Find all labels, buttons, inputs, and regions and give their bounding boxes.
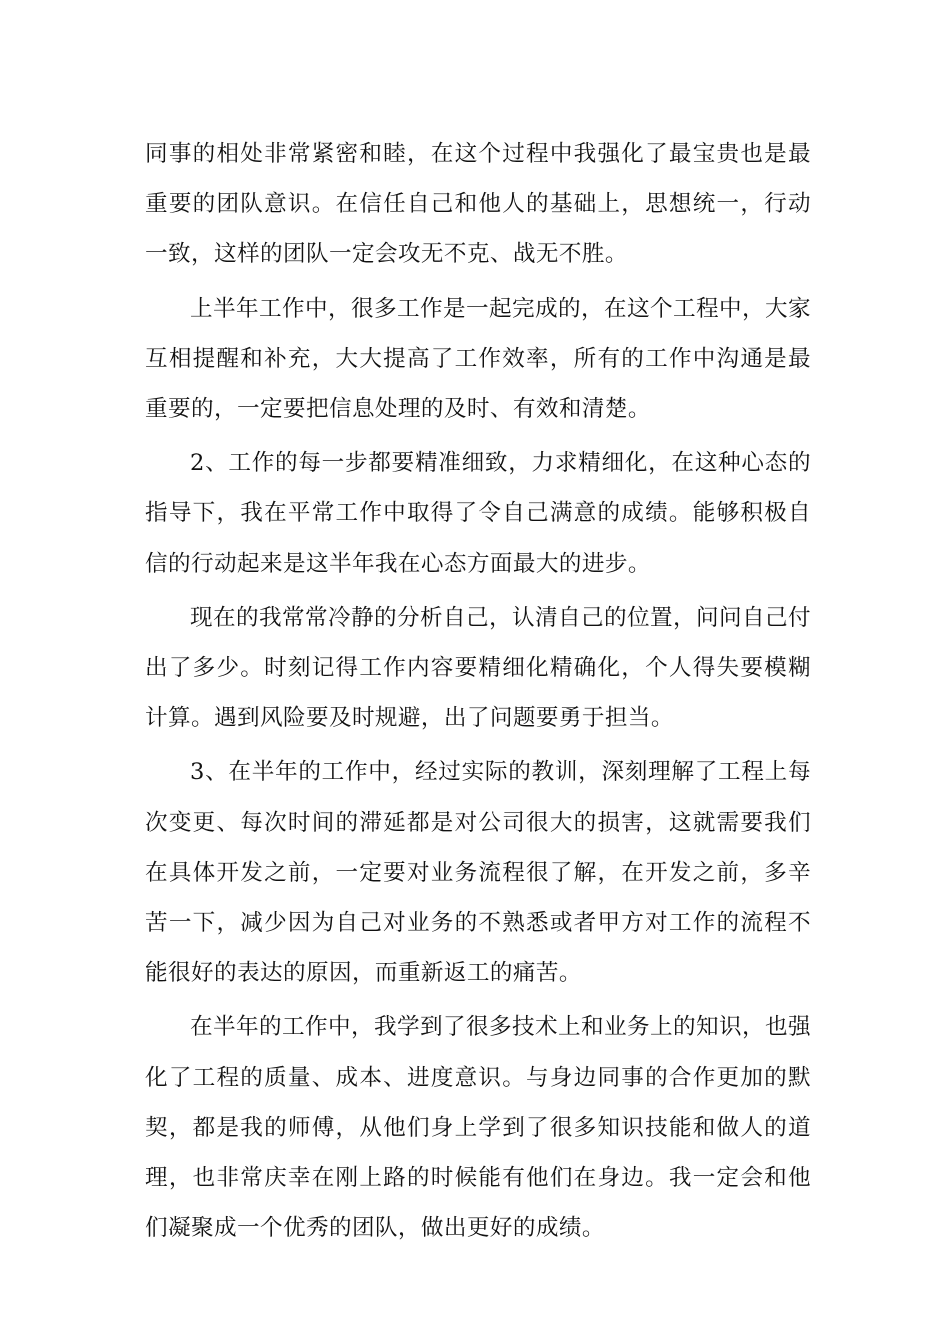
document-body: [145, 129, 811, 1257]
paragraph-lessons: 3、在半年的工作中，经过实际的教训，深刻理解了工程上每次变更、每次时间的滞延都是对公司很大的损害，这就需要我们在具体开发之前，一定要对业务流程很了解，在开发之前，多辛苦一下，减少因为自己对业务的不熟悉或者甲方对工作的流程不能很好的表达的原因，而重新返工的痛苦。: [145, 759, 811, 987]
paragraph-team-spirit: 同事的相处非常紧密和睦，在这个过程中我强化了最宝贵也是最重要的团队意识。在信任自己和他人的基础上，思想统一，行动一致，这样的团队一定会攻无不克、战无不胜。: [145, 141, 811, 268]
paragraph-precision: 2、工作的每一步都要精准细致，力求精细化，在这种心态的指导下，我在平常工作中取得了令自己满意的成绩。能够积极自信的行动起来是这半年我在心态方面最大的进步。: [145, 450, 811, 577]
paragraph-self-analysis: 现在的我常常冷静的分析自己，认清自己的位置，问问自己付出了多少。时刻记得工作内容要精细化精确化，个人得失要模糊计算。遇到风险要及时规避，出了问题要勇于担当。: [145, 604, 811, 732]
paragraph-summary: 在半年的工作中，我学到了很多技术上和业务上的知识，也强化了工程的质量、成本、进度意识。与身边同事的合作更加的默契，都是我的师傅，从他们身上学到了很多知识技能和做人的道理，也非常庆幸在刚上路的时候能有他们在身边。我一定会和他们凝聚成一个优秀的团队，做出更好的成绩。: [145, 1014, 811, 1242]
paragraph-communication: 上半年工作中，很多工作是一起完成的，在这个工程中，大家互相提醒和补充，大大提高了工作效率，所有的工作中沟通是最重要的，一定要把信息处理的及时、有效和清楚。: [145, 295, 811, 423]
